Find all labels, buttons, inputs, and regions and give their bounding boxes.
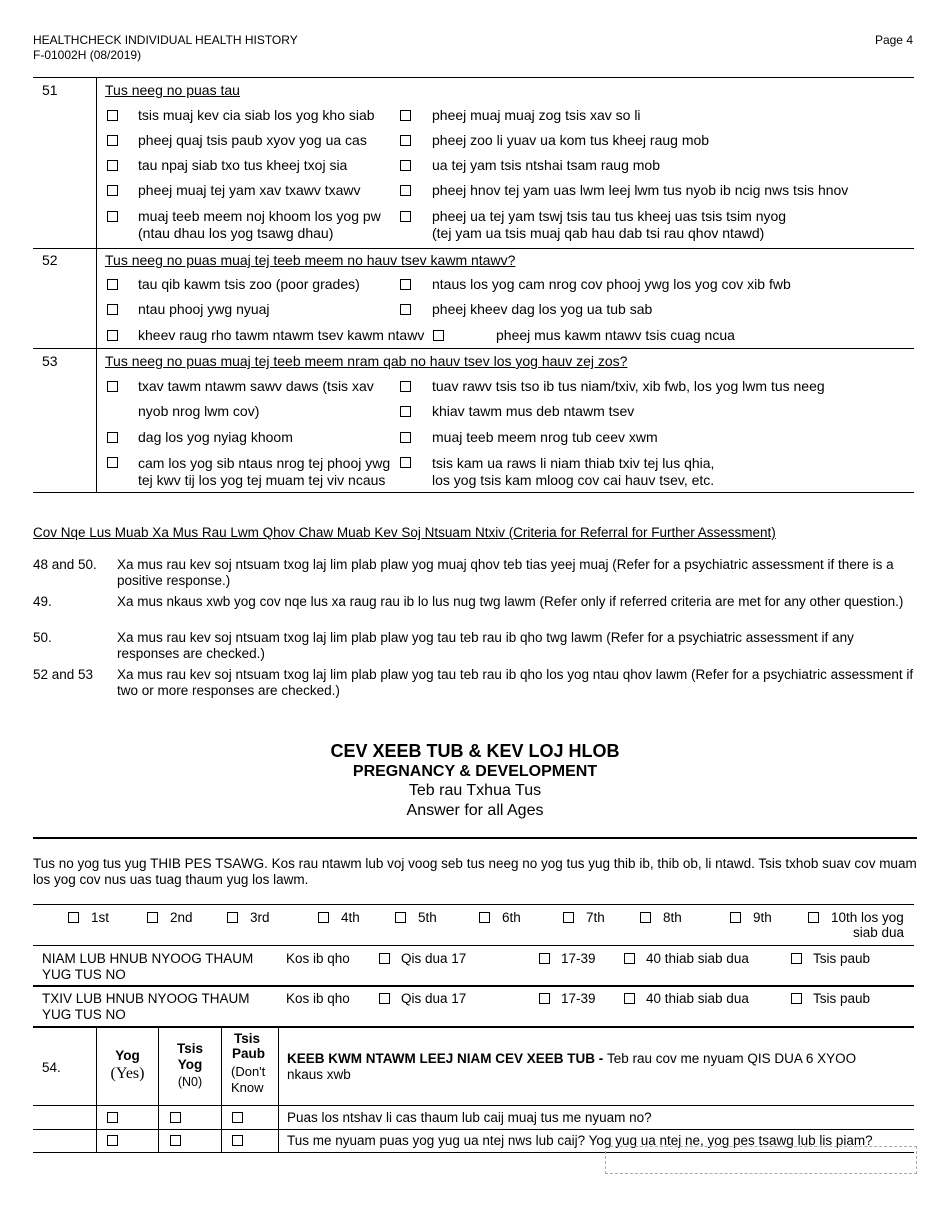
criteria-label-1: 48 and 50.: [33, 557, 97, 572]
q51-option-10: [432, 208, 786, 242]
section-title-en: PREGNANCY & DEVELOPMENT: [352, 763, 598, 780]
mother-age-label-line1: NIAM LUB HNUB NYOOG THAUM: [42, 951, 254, 966]
father-age-checkbox-3[interactable]: [624, 993, 635, 1004]
q51-checkbox-9[interactable]: [400, 185, 411, 196]
q53-option-1: txav tawm ntawm sawv daws (tsis xav: [138, 378, 374, 394]
question-number-54: 54.: [42, 1060, 61, 1075]
q52-checkbox-1[interactable]: [107, 279, 118, 290]
q54-heading: [287, 1051, 912, 1083]
mother-age-opt-1: Qis dua 17: [401, 951, 467, 966]
birth-order-option-4: 4th: [341, 910, 360, 925]
page-number: Page 4: [874, 33, 913, 47]
mother-age-opt-4: Tsis paub: [813, 951, 871, 966]
section-title: [0, 741, 950, 821]
q54-row2-no-checkbox[interactable]: [170, 1135, 181, 1146]
q51-checkbox-6[interactable]: [400, 110, 411, 121]
q52-checkbox-4[interactable]: [400, 279, 411, 290]
q52-option-6: pheej mus kawm ntawv tsis cuag ncua: [496, 327, 735, 343]
col-yes-label: Yog: [115, 1048, 140, 1063]
birth-order-checkbox-3[interactable]: [227, 912, 238, 923]
birth-order-option-9: 9th: [753, 910, 772, 925]
question-number-52: 52: [42, 252, 58, 268]
mother-age-checkbox-1[interactable]: [379, 953, 390, 964]
q53-option-3-line1: cam los yog sib ntaus nrog tej phooj ywg: [138, 455, 391, 471]
q52-checkbox-5[interactable]: [400, 304, 411, 315]
q51-option-10-line1: pheej ua tej yam tswj tsis tau tus kheej uas tsis tsim nyog: [432, 208, 787, 224]
criteria-label-2: 49.: [33, 594, 52, 609]
question-number-51: 51: [42, 82, 58, 98]
q54-row2-text: Tus me nyuam puas yog yug ua ntej nws lub caij? Yog yug ua ntej ne, yog pes tsawg lub lis piam?: [287, 1133, 873, 1148]
q54-heading-rest2: nkaus xwb: [287, 1067, 351, 1082]
birth-order-checkbox-7[interactable]: [563, 912, 574, 923]
mother-age-checkbox-2[interactable]: [539, 953, 550, 964]
question-number-53: 53: [42, 353, 58, 369]
q53-checkbox-7[interactable]: [400, 457, 411, 468]
q51-checkbox-3[interactable]: [107, 160, 118, 171]
form-id: F-01002H (08/2019): [33, 48, 142, 62]
father-age-checkbox-2[interactable]: [539, 993, 550, 1004]
q51-option-1: tsis muaj kev cia siab los yog kho siab: [138, 107, 375, 123]
q51-checkbox-4[interactable]: [107, 185, 118, 196]
col-no-header: [159, 1041, 221, 1092]
q53-option-4: tuav rawv tsis tso ib tus niam/txiv, xib fwb, los yog lwm tus neeg: [432, 378, 825, 394]
q54-heading-bold: KEEB KWM NTAWM LEEJ NIAM CEV XEEB TUB -: [287, 1051, 608, 1066]
q53-checkbox-3[interactable]: [107, 457, 118, 468]
q51-checkbox-1[interactable]: [107, 110, 118, 121]
birth-order-checkbox-6[interactable]: [479, 912, 490, 923]
q51-checkbox-7[interactable]: [400, 135, 411, 146]
col-no-label-1: Tsis: [176, 1041, 203, 1056]
q51-option-5: [138, 208, 381, 242]
birth-order-option-6: 6th: [502, 910, 521, 925]
q51-checkbox-10[interactable]: [400, 211, 411, 222]
father-age-checkbox-4[interactable]: [791, 993, 802, 1004]
criteria-heading: Cov Nqe Lus Muab Xa Mus Rau Lwm Qhov Chaw Muab Kev Soj Ntsuam Ntxiv (Criteria for Referral for Further Assessment): [33, 525, 776, 540]
question-52-text: Tus neeg no puas muaj tej teeb meem no hauv tsev kawm ntawv?: [105, 252, 516, 268]
father-age-opt-2: 17-39: [561, 991, 596, 1006]
q52-checkbox-3[interactable]: [107, 330, 118, 341]
q53-option-3-line2: tej kwv tij los yog tej muam tej viv ncaus: [138, 472, 386, 488]
mother-age-opt-2: 17-39: [561, 951, 596, 966]
q54-row1-yes-checkbox[interactable]: [107, 1112, 118, 1123]
q52-option-5: pheej kheev dag los yog ua tub sab: [432, 301, 653, 317]
father-age-kos: Kos ib qho: [286, 991, 350, 1006]
q54-row1-dk-checkbox[interactable]: [232, 1112, 243, 1123]
q52-option-3: kheev raug rho tawm ntawm tsev kawm ntawv: [138, 327, 425, 343]
q54-row2-dk-checkbox[interactable]: [232, 1135, 243, 1146]
col-no-en: (N0): [177, 1075, 203, 1089]
mother-age-checkbox-4[interactable]: [791, 953, 802, 964]
col-dk-en-2: Know: [231, 1080, 264, 1095]
mother-age-checkbox-3[interactable]: [624, 953, 635, 964]
father-age-label-line2: YUG TUS NO: [42, 1007, 126, 1022]
q51-option-3: tau npaj siab txo tus kheej txoj sia: [138, 157, 348, 173]
weeks-input-box[interactable]: [605, 1146, 917, 1174]
birth-order-option-1: 1st: [91, 910, 110, 925]
q52-checkbox-6[interactable]: [433, 330, 444, 341]
birth-order-checkbox-2[interactable]: [147, 912, 158, 923]
q51-option-9: pheej hnov tej yam uas lwm leej lwm tus nyob ib ncig nws tsis hnov: [432, 182, 849, 198]
birth-order-option-10: 10th los yog: [831, 910, 904, 925]
birth-order-checkbox-9[interactable]: [730, 912, 741, 923]
q51-option-5-line2: (ntau dhau los yog tsawg dhau): [138, 225, 334, 241]
mother-age-opt-3: 40 thiab siab dua: [646, 951, 749, 966]
q53-option-6: muaj teeb meem nrog tub ceev xwm: [432, 429, 658, 445]
q53-option-7-line1: tsis kam ua raws li niam thiab txiv tej lus qhia,: [432, 455, 715, 471]
q53-checkbox-4[interactable]: [400, 381, 411, 392]
father-age-opt-1: Qis dua 17: [401, 991, 467, 1006]
criteria-label-4: 52 and 53: [33, 667, 94, 682]
criteria-text-4: Xa mus rau kev soj ntsuam txog laj lim plab plaw yog tau teb rau ib qho los yog ntau qhov lawm (Refer for a psychiatric assessment if two or more responses are checked.): [117, 667, 914, 698]
birth-order-option-7: 7th: [586, 910, 605, 925]
q51-option-2: pheej quaj tsis paub xyov yog ua cas: [138, 132, 367, 148]
q54-row1-text: Puas los ntshav li cas thaum lub caij muaj tus me nyuam no?: [287, 1110, 652, 1125]
birth-order-checkbox-4[interactable]: [318, 912, 329, 923]
q52-option-1: tau qib kawm tsis zoo (poor grades): [138, 276, 360, 292]
q51-checkbox-5[interactable]: [107, 211, 118, 222]
question-53-text: Tus neeg no puas muaj tej teeb meem nram qab no hauv tsev los yog hauv zej zos?: [105, 353, 628, 369]
birth-order-option-8: 8th: [663, 910, 682, 925]
q53-option-2: dag los yog nyiag khoom: [138, 429, 293, 445]
q51-checkbox-8[interactable]: [400, 160, 411, 171]
father-age-opt-3: 40 thiab siab dua: [646, 991, 749, 1006]
col-yes-header: [97, 1047, 158, 1083]
father-age-label: [42, 991, 250, 1023]
section-sub-hmong: Teb rau Txhua Tus: [408, 782, 542, 799]
col-no-label-2: Yog: [177, 1057, 203, 1072]
col-dk-en-1: (Don't: [231, 1064, 266, 1079]
q51-option-6: pheej muaj muaj zog tsis xav so li: [432, 107, 641, 123]
criteria-text-2: Xa mus nkaus xwb yog cov nqe lus xa raug rau ib lo lus nug twg lawm (Refer only if referred criteria are met for any other question.): [117, 594, 904, 609]
birth-order-checkbox-5[interactable]: [395, 912, 406, 923]
q53-checkbox-5[interactable]: [400, 406, 411, 417]
q54-row1-no-checkbox[interactable]: [170, 1112, 181, 1123]
q51-option-7: pheej zoo li yuav ua kom tus kheej raug mob: [432, 132, 710, 148]
mother-age-label-line2: YUG TUS NO: [42, 967, 126, 982]
father-age-label-line1: TXIV LUB HNUB NYOOG THAUM: [42, 991, 250, 1006]
birth-order-option-5: 5th: [418, 910, 437, 925]
q53-option-3: [138, 455, 390, 489]
birth-order-option-3: 3rd: [250, 910, 270, 925]
q52-checkbox-2[interactable]: [107, 304, 118, 315]
birth-order-option-10-line2: siab dua: [853, 925, 905, 940]
q52-option-4: ntaus los yog cam nrog cov phooj ywg los yog cov xib fwb: [432, 276, 791, 292]
q53-option-5: khiav tawm mus deb ntawm tsev: [432, 403, 635, 419]
birth-order-option-2: 2nd: [170, 910, 193, 925]
form-title: HEALTHCHECK INDIVIDUAL HEALTH HISTORY: [33, 33, 298, 47]
birth-order-checkbox-1[interactable]: [68, 912, 79, 923]
q51-checkbox-2[interactable]: [107, 135, 118, 146]
mother-age-kos: Kos ib qho: [286, 951, 350, 966]
col-dk-label-2: Paub: [232, 1046, 266, 1061]
father-age-checkbox-1[interactable]: [379, 993, 390, 1004]
birth-order-intro: Tus no yog tus yug THIB PES TSAWG. Kos rau ntawm lub voj voog seb tus neeg no yog tus yug thib ib, thib ob, li ntawd. Tsis txhob suav cov muam los yog cov nus uas tuag thaum yug los lawm.: [33, 856, 917, 887]
birth-order-checkbox-8[interactable]: [640, 912, 651, 923]
criteria-text-3: Xa mus rau kev soj ntsuam txog laj lim plab plaw yog tau teb rau ib qho twg lawm (Refer for a psychiatric assessment if any responses are checked.): [117, 630, 854, 661]
q52-option-2: ntau phooj ywg nyuaj: [138, 301, 270, 317]
mother-age-label: [42, 951, 253, 983]
q53-checkbox-6[interactable]: [400, 432, 411, 443]
q54-row2-yes-checkbox[interactable]: [107, 1135, 118, 1146]
father-age-opt-4: Tsis paub: [813, 991, 871, 1006]
form-header: [33, 33, 298, 63]
criteria-text-1: Xa mus rau kev soj ntsuam txog laj lim plab plaw yog muaj qhov teb tias yeej muaj (Refer for a psychiatric assessment if there is a positive response.): [117, 557, 894, 588]
q51-option-5-line1: muaj teeb meem noj khoom los yog pw: [138, 208, 381, 224]
col-dk-label-1: Tsis: [234, 1031, 261, 1046]
section-sub-en: Answer for all Ages: [406, 802, 544, 819]
q51-option-10-line2: (tej yam ua tsis muaj qab hau dab tsi rau qhov ntawd): [432, 225, 765, 241]
col-dk-header: [231, 1031, 265, 1096]
question-51-text: Tus neeg no puas tau: [105, 82, 240, 98]
q53-option-7: [432, 455, 714, 489]
q51-option-8: ua tej yam tsis ntshai tsam raug mob: [432, 157, 660, 173]
q53-option-1-cont: nyob nrog lwm cov): [138, 403, 260, 419]
q53-checkbox-1[interactable]: [107, 381, 118, 392]
q53-option-7-line2: los yog tsis kam mloog cov cai hauv tsev, etc.: [432, 472, 715, 488]
q54-heading-rest: Teb rau cov me nyuam QIS DUA 6 XYOO: [607, 1051, 857, 1066]
col-yes-en: (Yes): [110, 1065, 145, 1082]
criteria-label-3: 50.: [33, 630, 52, 645]
q53-checkbox-2[interactable]: [107, 432, 118, 443]
section-title-hmong: CEV XEEB TUB & KEV LOJ HLOB: [330, 741, 620, 761]
q51-option-4: pheej muaj tej yam xav txawv txawv: [138, 182, 361, 198]
birth-order-checkbox-10[interactable]: [808, 912, 819, 923]
